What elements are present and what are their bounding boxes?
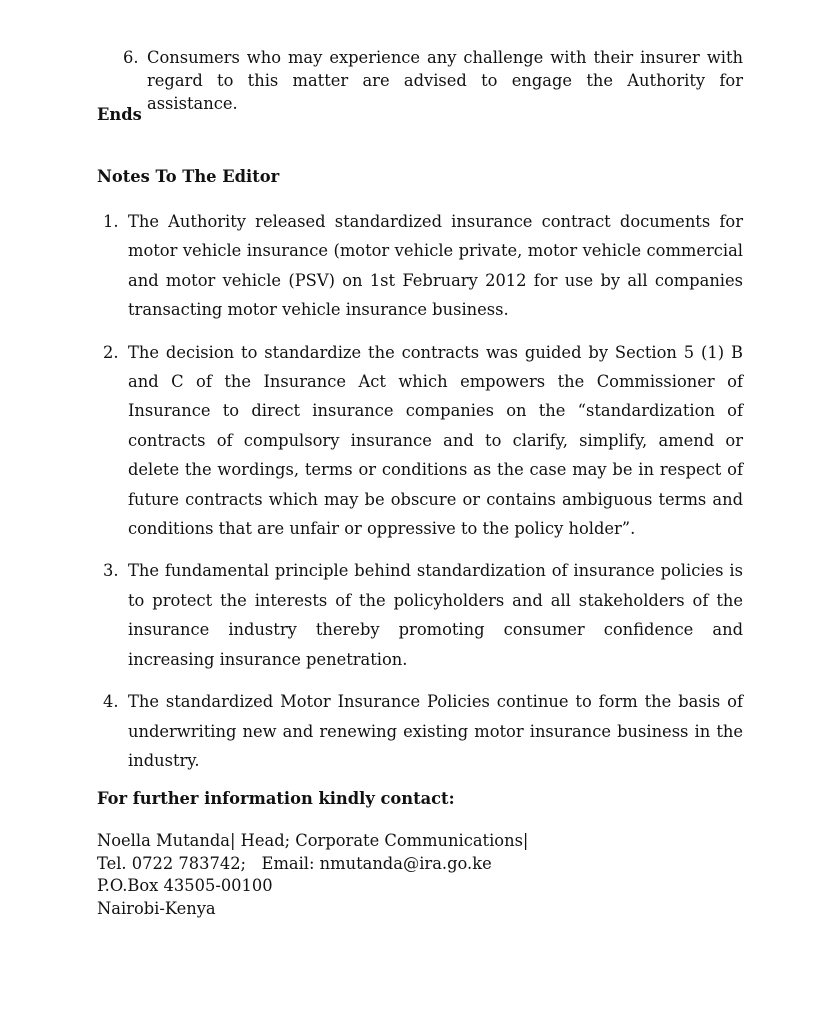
contact-po-box-line: P.O.Box 43505-00100: [97, 876, 273, 895]
list-item-number: 6.: [123, 48, 139, 67]
note-item-1: [103, 207, 743, 325]
contact-name-line: Noella Mutanda| Head; Corporate Communications|: [97, 831, 529, 850]
note-text: The standardized Motor Insurance Policies continue to form the basis of underwriting new and renewing existing motor insurance business in the industry.: [128, 692, 743, 770]
note-number: 3.: [103, 561, 119, 581]
ends-label: Ends: [97, 105, 142, 124]
notes-heading: Notes To The Editor: [97, 167, 280, 186]
contact-phone-email-line: Tel. 0722 783742; Email: nmutanda@ira.go.ke: [97, 853, 492, 873]
note-number: 1.: [103, 212, 119, 231]
list-item-6: [123, 46, 743, 115]
note-text: The Authority released standardized insurance contract documents for motor vehicle insurance (motor vehicle private, motor vehicle commercial and motor vehicle (PSV) on 1st February 2012 for use by all companies transacting motor vehicle insurance business.: [128, 212, 743, 320]
contact-city-line: Nairobi-Kenya: [97, 898, 216, 918]
note-text: The fundamental principle behind standardization of insurance policies is to protect the interests of the policyholders and all stakeholders of the insurance industry thereby promoting consumer confidence and increasing insurance penetration.: [128, 561, 743, 669]
note-text: The decision to standardize the contracts was guided by Section 5 (1) B and C of the Insurance Act which empowers the Commissioner of Insurance to direct insurance companies on the “standardization of contracts of compulsory insurance and to clarify, simplify, amend or delete the wordings, terms or conditions as the case may be in respect of future contracts which may be obscure or contains ambiguous terms and conditions that are unfair or oppressive to the policy holder”.: [128, 342, 743, 539]
note-item-4: [103, 687, 743, 775]
note-item-2: [103, 338, 743, 544]
note-item-3: [103, 556, 743, 674]
contact-block: [97, 830, 528, 920]
note-number: 4.: [103, 692, 119, 712]
list-item-text: Consumers who may experience any challenge with their insurer with regard to this matter are advised to engage the Authority for assistance.: [147, 48, 743, 113]
contact-heading: For further information kindly contact:: [97, 789, 455, 808]
note-number: 2.: [103, 342, 119, 362]
notes-list: [103, 207, 743, 788]
